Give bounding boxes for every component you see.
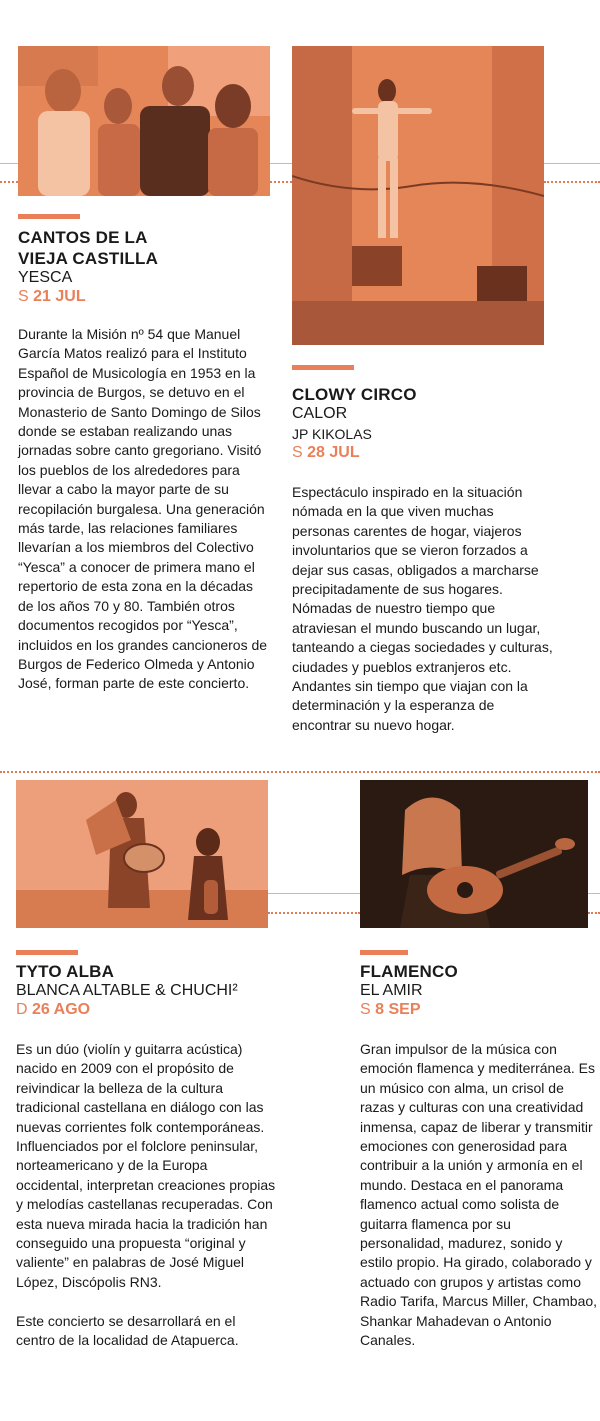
accent-bar — [16, 950, 78, 955]
event-description — [18, 325, 270, 694]
event-date-value: 21 JUL — [33, 288, 86, 305]
event-title-line: FLAMENCO — [360, 962, 458, 981]
event-description — [292, 483, 554, 735]
event-performer: CALOR — [292, 405, 348, 422]
event-title — [292, 384, 552, 405]
divider-bottom-middle — [268, 893, 360, 894]
accent-bar — [292, 365, 354, 370]
event-date-value: 26 AGO — [32, 1001, 91, 1018]
section-divider-dotted — [0, 771, 600, 773]
event-title — [360, 961, 596, 982]
divider-top-left — [0, 163, 18, 164]
event-title-line: CANTOS DE LA — [18, 228, 148, 247]
event-date — [16, 1000, 90, 1019]
event-performer: BLANCA ALTABLE & CHUCHI² — [16, 982, 238, 999]
event-performer: EL AMIR — [360, 982, 423, 999]
event-performer: YESCA — [18, 269, 73, 286]
group-portrait-photo — [18, 46, 270, 196]
event-paragraph: Es un dúo (violín y guitarra acústica) nacido en 2009 con el propósito de reivindicar la belleza de la cultura tradicional castellana en diálogo con las nuevas corrientes folk contemporáneas. Influenciados por el folclore peninsular, norteamericano y de la Europa occidental, interpretan creaciones propias y melodías castellanas recuperadas. Con esta nueva mirada hacia la tradición han conseguido una propuesta “original y valiente” en palabras de José Miguel López, Discópolis RN3. — [16, 1041, 276, 1290]
event-date — [292, 443, 360, 462]
divider-top-right-dotted — [544, 181, 600, 183]
tightrope-performer-photo — [292, 46, 544, 345]
accent-bar — [360, 950, 408, 955]
event-date — [18, 287, 86, 306]
divider-bottom-middle-dotted — [268, 912, 360, 914]
divider-bottom-right-dotted — [588, 912, 600, 914]
event-date — [360, 1000, 420, 1019]
event-date-value: 8 SEP — [375, 1001, 421, 1018]
event-paragraph: Espectáculo inspirado en la situación nómada en la que viven muchas personas carentes de hogar, viajeros involuntarios que se vieron forzados a dejar sus casas, obligados a marcharse precipitadamente de sus hogares. Nómadas de nuestro tiempo que atraviesan el mundo buscando un lugar, tanteando a ciegas sociedades y culturas, ciudades y pueblos extranjeros etc. Andantes sin tiempo que viajan con la determinación y la esperanza de encontrar su nuevo hogar. — [292, 484, 553, 733]
event-title — [16, 961, 276, 982]
event-paragraph: Durante la Misión nº 54 que Manuel García Matos realizó para el Instituto Español de Musicología en 1953 en la provincia de Burgos, se detuvo en el Monasterio de Santo Domingo de Silos donde se estaban realizando unas jornadas sobre canto gregoriano. Visitó los pueblos de los alrededores para llevar a cabo la mayor parte de su recopilación burgalesa. Una generación más tarde, las relaciones familiares llevarían a los miembros del Colectivo “Yesca” a conocer de primera mano el repertorio de esta zona en la décadas de los años 70 y 80. También otros documentos recogidos por “Yesca”, incluidos en los grandes cancioneros de Burgos de Federico Olmeda y Antonio José, forman parte de este concierto. — [18, 326, 268, 692]
event-paragraph: Gran impulsor de la música con emoción flamenca y mediterránea. Es un músico con alma, un crisol de razas y culturas con una creatividad inmensa, capaz de liberar y transmitir emociones con generosidad para contribuir a la unión y armonía en el mundo. Destaca en el panorama flamenco actual como solista de guitarra flamenca por su personalidad, madurez, sonido y estilo propio. Ha girado, colaborado y actuado con grupos y artistas como Radio Tarifa, Marcus Miller, Chambao, Shankar Mahadevan o Antonio Canales. — [360, 1041, 598, 1349]
divider-top-left-dotted — [0, 181, 18, 183]
event-day: S — [360, 1001, 376, 1018]
event-description — [360, 1040, 598, 1351]
event-title-line: TYTO ALBA — [16, 962, 115, 981]
event-title-line: VIEJA CASTILLA — [18, 249, 159, 268]
duo-field-photo — [16, 780, 268, 928]
event-title — [18, 227, 278, 269]
divider-top-right — [544, 163, 600, 164]
event-date-value: 28 JUL — [307, 444, 360, 461]
event-day: S — [18, 288, 34, 305]
divider-bottom-right — [588, 893, 600, 894]
event-title-line: CLOWY CIRCO — [292, 385, 417, 404]
guitarist-photo — [360, 780, 588, 928]
event-day: S — [292, 444, 308, 461]
divider-top-middle-dotted — [270, 181, 292, 183]
event-company: JP KIKOLAS — [292, 426, 372, 442]
divider-top-middle — [270, 163, 292, 164]
event-paragraph: Este concierto se desarrollará en el centro de la localidad de Atapuerca. — [16, 1312, 239, 1349]
event-day: D — [16, 1001, 32, 1018]
event-description — [16, 1040, 278, 1350]
accent-bar — [18, 214, 80, 219]
